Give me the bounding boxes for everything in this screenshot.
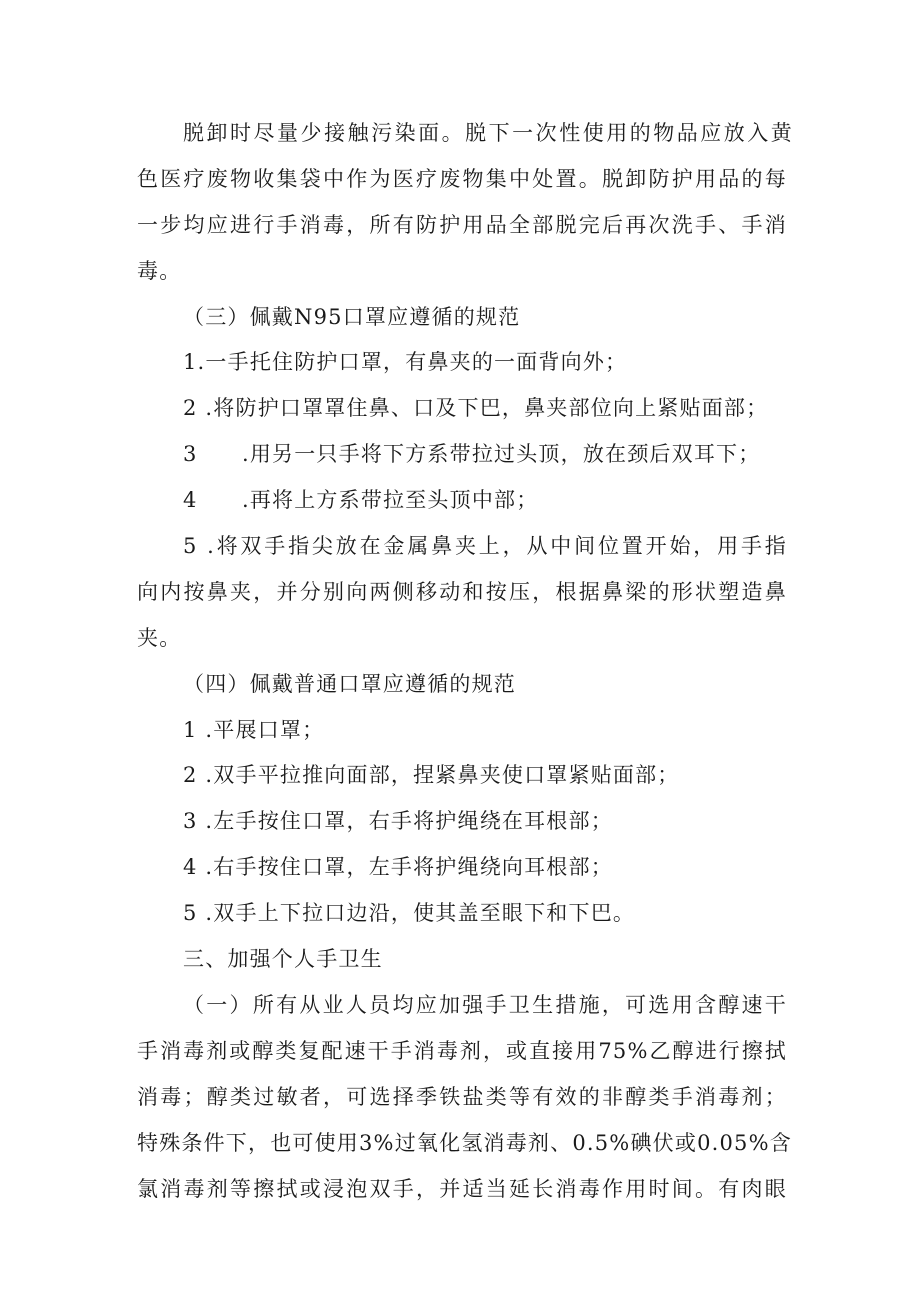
paragraph-line: 消毒；醇类过敏者，可选择季铁盐类等有效的非醇类手消毒剂； <box>137 1085 787 1109</box>
list-item: 3 .左手按住口罩，右手将护绳绕在耳根部； <box>183 809 613 833</box>
paragraph-line: 夹。 <box>137 626 182 650</box>
paragraph-line: 色医疗废物收集袋中作为医疗废物集中处置。脱卸防护用品的每 <box>137 167 787 191</box>
list-item: 5 .将双手指尖放在金属鼻夹上，从中间位置开始，用手指 <box>183 534 787 558</box>
list-item: 1.一手托住防护口罩，有鼻夹的一面背向外； <box>183 350 628 374</box>
list-item: 4 .再将上方系带拉至头顶中部； <box>183 488 539 512</box>
paragraph-line: 向内按鼻夹，并分别向两侧移动和按压，根据鼻梁的形状塑造鼻 <box>137 580 787 604</box>
list-item: 2 .将防护口罩罩住鼻、口及下巴，鼻夹部位向上紧贴面部； <box>183 396 769 420</box>
paragraph-line: 氯消毒剂等擦拭或浸泡双手，并适当延长消毒作用时间。有肉眼 <box>137 1177 787 1201</box>
section-heading: （四）佩戴普通口罩应遵循的规范 <box>183 672 516 696</box>
section-heading: 三、加强个人手卫生 <box>183 947 383 971</box>
list-item: 2 .双手平拉推向面部，捏紧鼻夹使口罩紧贴面部； <box>183 763 680 787</box>
paragraph-line: （一）所有从业人员均应加强手卫生措施，可选用含醇速干 <box>183 993 787 1017</box>
list-item: 5 .双手上下拉口边沿，使其盖至眼下和下巴。 <box>183 901 636 925</box>
list-item: 3 .用另一只手将下方系带拉过头顶，放在颈后双耳下； <box>183 442 761 466</box>
paragraph-line: 毒。 <box>137 259 182 283</box>
paragraph-line: 一步均应进行手消毒，所有防护用品全部脱完后再次洗手、手消 <box>137 213 787 237</box>
paragraph-line: 脱卸时尽量少接触污染面。脱下一次性使用的物品应放入黄 <box>183 121 793 145</box>
section-heading: （三）佩戴N95口罩应遵循的规范 <box>183 305 521 329</box>
list-item: 4 .右手按住口罩，左手将护绳绕向耳根部； <box>183 855 613 879</box>
paragraph-line: 手消毒剂或醇类复配速干手消毒剂，或直接用75%乙醇进行擦拭 <box>137 1039 787 1063</box>
list-item: 1 .平展口罩； <box>183 718 325 742</box>
paragraph-line: 特殊条件下，也可使用3%过氧化氢消毒剂、0.5%碘伏或0.05%含 <box>137 1131 792 1155</box>
